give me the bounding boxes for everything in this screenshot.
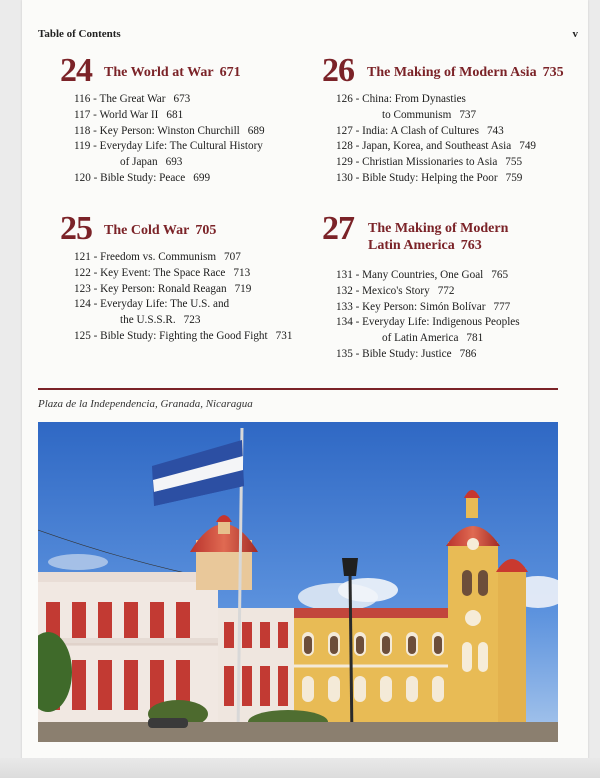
lesson-item[interactable]: 133 - Key Person: Simón Bolívar 777: [336, 300, 511, 313]
photo-granada-plaza: [38, 422, 558, 742]
unit-27: [322, 212, 572, 363]
lesson-item[interactable]: 121 - Freedom vs. Communism 707: [74, 251, 241, 263]
lesson-item[interactable]: 116 - The Great War 673: [74, 93, 191, 105]
lesson-item[interactable]: 119 - Everyday Life: The Cultural History of Japan 693: [74, 140, 263, 169]
lesson-list: [60, 250, 310, 345]
unit-title[interactable]: The Making of Modern Latin America 763: [368, 221, 509, 253]
lesson-list: [60, 92, 300, 187]
lesson-item[interactable]: 125 - Bible Study: Fighting the Good Fight 731: [74, 329, 293, 342]
lesson-item[interactable]: 123 - Key Person: Ronald Reagan 719: [74, 282, 252, 295]
lesson-item[interactable]: 120 - Bible Study: Peace 699: [74, 171, 211, 184]
unit-number: 27: [322, 210, 354, 247]
unit-number: 25: [60, 210, 92, 247]
divider-rule: [38, 388, 558, 390]
lesson-item[interactable]: 132 - Mexico's Story 772: [336, 284, 455, 297]
lesson-list: [322, 268, 572, 363]
unit-title[interactable]: The Making of Modern Asia 735: [367, 65, 564, 80]
page-bottom-edge: [0, 758, 600, 778]
unit-heading: [60, 54, 300, 90]
unit-25: [60, 212, 310, 345]
running-header-title: Table of Contents: [38, 28, 121, 40]
lesson-item[interactable]: 135 - Bible Study: Justice 786: [336, 347, 477, 360]
lesson-item[interactable]: 127 - India: A Clash of Cultures 743: [336, 124, 504, 137]
unit-24: [60, 54, 300, 187]
unit-26: [322, 54, 572, 187]
page-number: v: [572, 28, 578, 40]
unit-heading: [60, 212, 310, 248]
unit-title[interactable]: The Cold War 705: [104, 223, 217, 238]
unit-heading: [322, 54, 572, 90]
lesson-item[interactable]: 126 - China: From Dynasties to Communism 737: [336, 93, 477, 121]
lesson-item[interactable]: 129 - Christian Missionaries to Asia 755: [336, 156, 523, 169]
plaza-illustration: [38, 422, 558, 742]
lesson-item[interactable]: 130 - Bible Study: Helping the Poor 759: [336, 171, 523, 184]
unit-number: 26: [322, 52, 354, 89]
lesson-item[interactable]: 124 - Everyday Life: The U.S. and the U.S.S.R. 723: [74, 298, 230, 327]
unit-page: 705: [195, 223, 217, 238]
lesson-item[interactable]: 131 - Many Countries, One Goal 765: [336, 269, 509, 281]
photo-caption: Plaza de la Independencia, Granada, Nicaragua: [38, 398, 253, 410]
lesson-item[interactable]: 122 - Key Event: The Space Race 713: [74, 266, 251, 279]
unit-title[interactable]: The World at War 671: [104, 65, 241, 80]
lesson-item[interactable]: 118 - Key Person: Winston Churchill 689: [74, 124, 265, 137]
unit-page: 763: [460, 238, 482, 253]
lesson-item[interactable]: 117 - World War II 681: [74, 108, 184, 121]
lesson-list: [322, 92, 572, 187]
unit-page: 671: [219, 65, 241, 80]
lesson-item[interactable]: 128 - Japan, Korea, and Southeast Asia 749: [336, 140, 537, 153]
unit-number: 24: [60, 52, 92, 89]
unit-page: 735: [542, 65, 564, 80]
lesson-item[interactable]: 134 - Everyday Life: Indigenous Peoples of Latin America 781: [336, 316, 520, 345]
unit-heading: [322, 212, 572, 264]
